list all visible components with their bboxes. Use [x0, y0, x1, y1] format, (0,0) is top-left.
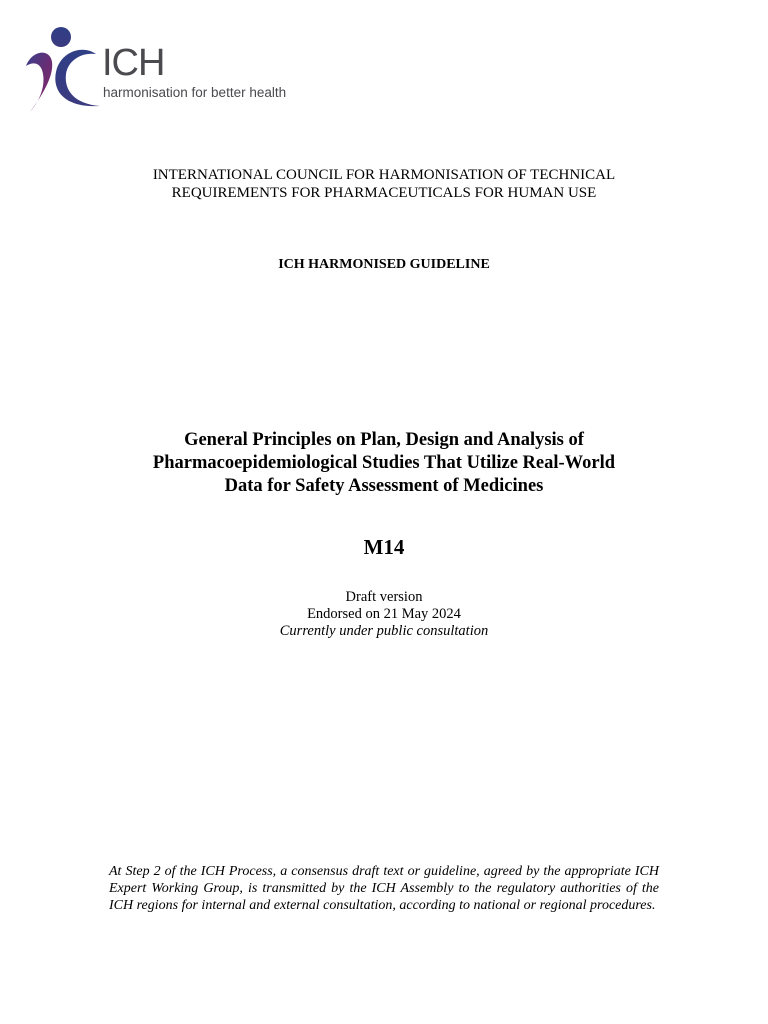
- council-line-1: INTERNATIONAL COUNCIL FOR HARMONISATION OF TECHNICAL: [152, 167, 616, 183]
- endorsed-date: Endorsed on 21 May 2024: [307, 606, 461, 622]
- document-status: [0, 589, 768, 640]
- title-line-3: Data for Safety Assessment of Medicines: [224, 476, 544, 496]
- ich-logo-mark-icon: [24, 26, 104, 118]
- step-2-note: At Step 2 of the ICH Process, a consensus draft text or guideline, agreed by the appropriate ICH Expert Working Group, is transmitted by the ICH Assembly to the regulatory authorities of the ICH regions for internal and external consultation, according to national or regional procedures.: [109, 864, 659, 913]
- draft-version: Draft version: [345, 589, 423, 605]
- council-line-2: REQUIREMENTS FOR PHARMACEUTICALS FOR HUMAN USE: [171, 185, 597, 201]
- ich-logo: [24, 26, 314, 118]
- logo-wordmark: ICH: [102, 42, 165, 84]
- title-line-1: General Principles on Plan, Design and Analysis of: [184, 430, 584, 450]
- document-title: [0, 429, 768, 498]
- guideline-type: ICH HARMONISED GUIDELINE: [278, 257, 490, 272]
- council-heading: [0, 166, 768, 202]
- consultation-status: Currently under public consultation: [279, 623, 489, 639]
- logo-tagline: harmonisation for better health: [103, 85, 287, 100]
- guideline-code: M14: [363, 535, 405, 559]
- title-line-2: Pharmacoepidemiological Studies That Utilize Real-World: [152, 453, 616, 473]
